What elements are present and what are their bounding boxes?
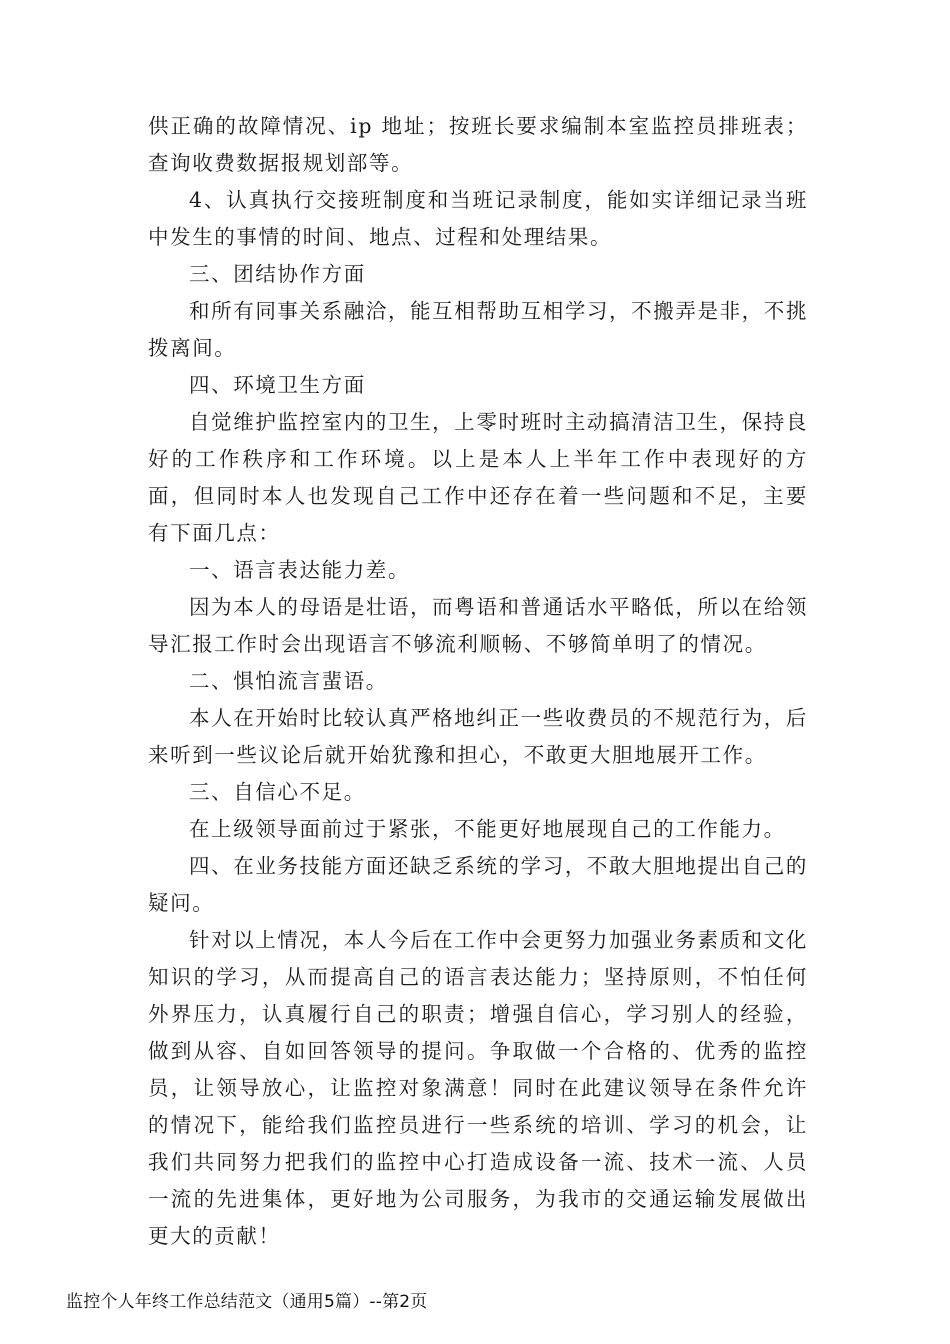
paragraph-teamwork: 和所有同事关系融洽，能互相帮助互相学习，不搬弄是非，不挑拨离间。 <box>148 299 808 360</box>
issue-heading-4: 四、在业务技能方面还缺乏系统的学习，不敢大胆地提出自己的疑问。 <box>148 854 808 915</box>
paragraph-hygiene: 自觉维护监控室内的卫生，上零时班时主动搞清洁卫生，保持良好的工作秩序和工作环境。以上是本人上半年工作中表现好的方面，但同时本人也发现自己工作中还存在着一些问题和不足，主要有下面几点： <box>148 410 808 545</box>
paragraph-issue-2: 本人在开始时比较认真严格地纠正一些收费员的不规范行为，后来听到一些议论后就开始犹豫和担心，不敢更大胆地展开工作。 <box>148 706 808 767</box>
section-heading-teamwork: 三、团结协作方面 <box>189 262 366 286</box>
paragraph-conclusion: 针对以上情况，本人今后在工作中会更努力加强业务素质和文化知识的学习，从而提高自己的语言表达能力；坚持原则，不怕任何外界压力，认真履行自己的职责；增强自信心，学习别人的经验，做到从容、自如回答领导的提问。争取做一个合格的、优秀的监控员，让领导放心，让监控对象满意！同时在此建议领导在条件允许的情况下，能给我们监控员进行一些系统的培训、学习的机会，让我们共同努力把我们的监控中心打造成设备一流、技术一流、人员一流的先进集体，更好地为公司服务，为我市的交通运输发展做出更大的贡献！ <box>148 928 808 1248</box>
paragraph-issue-3: 在上级领导面前过于紧张，不能更好地展现自己的工作能力。 <box>189 817 786 841</box>
section-heading-hygiene: 四、环境卫生方面 <box>189 373 366 397</box>
page-footer: 监控个人年终工作总结范文（通用5篇）--第2页 <box>66 1292 428 1312</box>
paragraph-issue-1: 因为本人的母语是壮语，而粤语和普通话水平略低，所以在给领导汇报工作时会出现语言不够流利顺畅、不够简单明了的情况。 <box>148 595 808 656</box>
paragraph-item-4: 4、认真执行交接班制度和当班记录制度，能如实详细记录当班中发生的事情的时间、地点、过程和处理结果。 <box>148 188 808 249</box>
issue-heading-1: 一、语言表达能力差。 <box>189 558 410 582</box>
paragraph-continuation: 供正确的故障情况、ip 地址；按班长要求编制本室监控员排班表；查询收费数据报规划部等。 <box>148 114 808 175</box>
issue-heading-2: 二、惧怕流言蜚语。 <box>189 669 388 693</box>
issue-heading-3: 三、自信心不足。 <box>189 780 366 804</box>
document-body <box>148 108 808 1255</box>
